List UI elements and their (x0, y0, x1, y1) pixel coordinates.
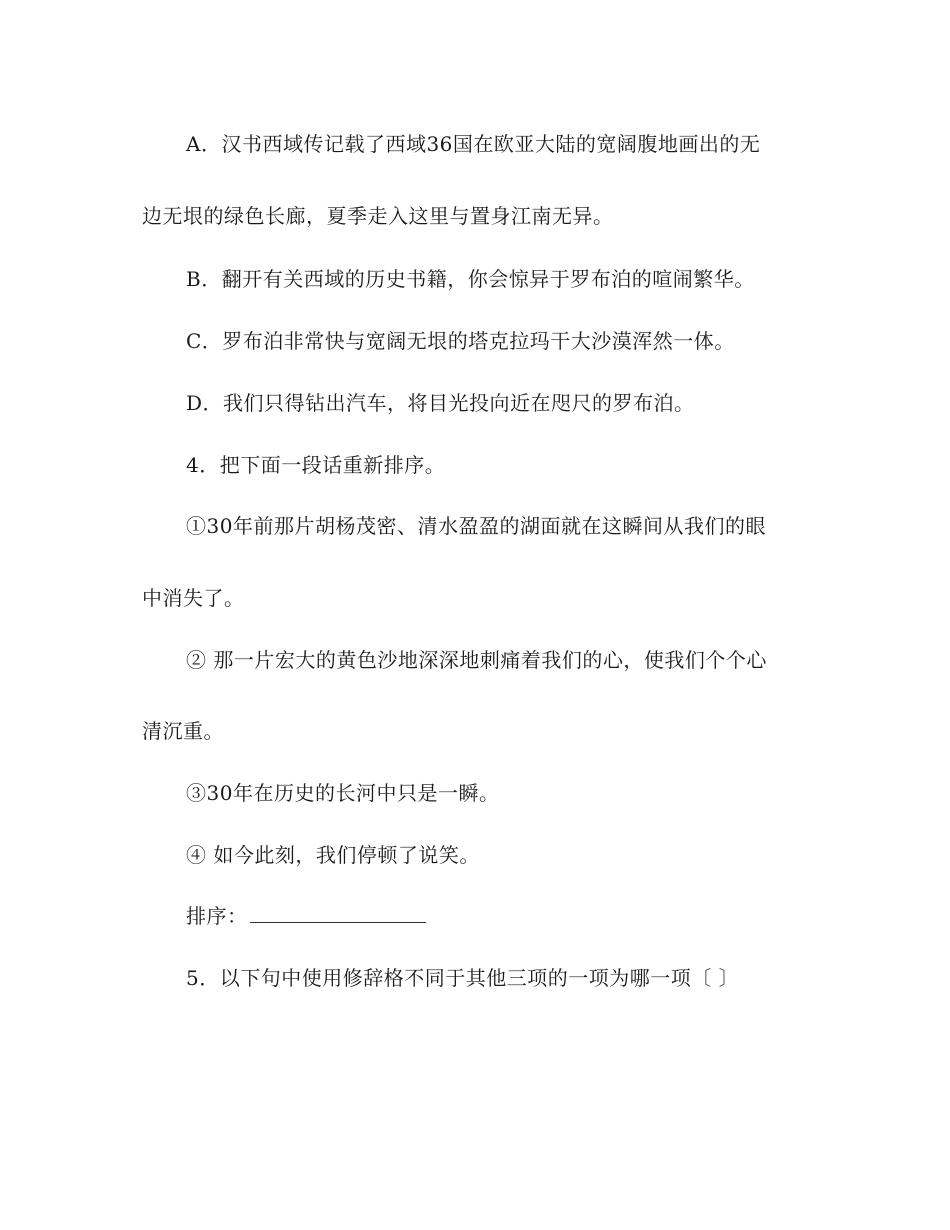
option-d: D．我们只得钻出汽车，将目光投向近在咫尺的罗布泊。 (186, 391, 695, 415)
option-a-line-1: A．汉书西域传记载了西域36国在欧亚大陆的宽阔腹地画出的无 (186, 132, 761, 156)
sentence-4: ④ 如今此刻，我们停顿了说笑。 (186, 843, 480, 867)
sentence-1-line-2: 中消失了。 (142, 586, 245, 610)
order-blank[interactable] (250, 904, 426, 923)
question-5-heading: 5．以下句中使用修辞格不同于其他三项的一项为哪一项〔 〕 (186, 966, 740, 990)
sentence-3: ③30年在历史的长河中只是一瞬。 (186, 781, 500, 805)
option-b: B．翻开有关西域的历史书籍，你会惊异于罗布泊的喧闹繁华。 (186, 267, 755, 291)
option-a-line-2: 边无垠的绿色长廊，夏季走入这里与置身江南无异。 (142, 204, 614, 228)
question-4-heading: 4．把下面一段话重新排序。 (186, 453, 446, 477)
order-answer-row (186, 902, 426, 930)
option-c: C．罗布泊非常快与宽阔无垠的塔克拉玛干大沙漠浑然一体。 (186, 329, 735, 353)
order-label: 排序： (186, 904, 248, 928)
sentence-2-line-1: ② 那一片宏大的黄色沙地深深地刺痛着我们的心，使我们个个心 (186, 648, 767, 672)
sentence-1-line-1: ①30年前那片胡杨茂密、清水盈盈的湖面就在这瞬间从我们的眼 (186, 514, 766, 538)
sentence-2-line-2: 清沉重。 (142, 719, 224, 743)
